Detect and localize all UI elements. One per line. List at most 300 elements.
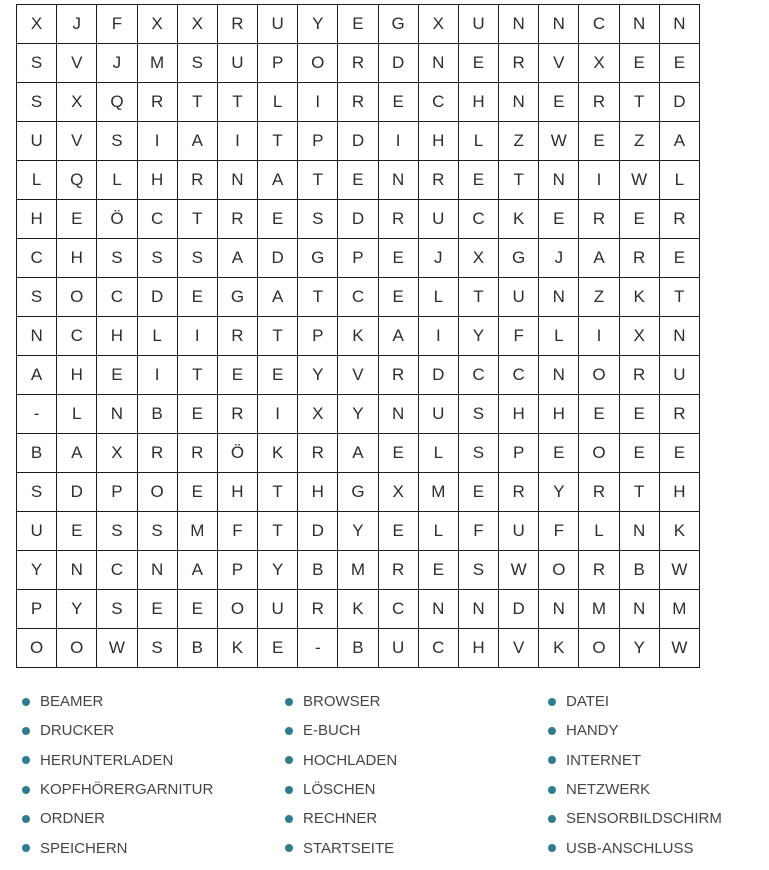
grid-cell[interactable]: R	[579, 83, 619, 122]
grid-cell[interactable]: E	[458, 473, 498, 512]
grid-cell[interactable]: O	[579, 356, 619, 395]
grid-cell[interactable]: F	[97, 5, 137, 44]
grid-cell[interactable]: E	[378, 239, 418, 278]
grid-cell[interactable]: X	[137, 5, 177, 44]
grid-cell[interactable]: F	[539, 512, 579, 551]
word-item	[22, 804, 285, 833]
grid-cell[interactable]: X	[177, 5, 217, 44]
grid-cell[interactable]: A	[338, 434, 378, 473]
grid-cell[interactable]: C	[499, 356, 539, 395]
grid-cell[interactable]: T	[177, 83, 217, 122]
grid-cell[interactable]: E	[619, 434, 659, 473]
grid-cell[interactable]: T	[217, 83, 257, 122]
grid-cell[interactable]: K	[539, 629, 579, 668]
grid-cell[interactable]: R	[298, 590, 338, 629]
grid-cell[interactable]: C	[97, 278, 137, 317]
grid-cell[interactable]: Ö	[97, 200, 137, 239]
grid-cell[interactable]: L	[258, 83, 298, 122]
grid-cell[interactable]: T	[177, 356, 217, 395]
grid-cell[interactable]: K	[619, 278, 659, 317]
grid-cell[interactable]: R	[579, 200, 619, 239]
grid-cell[interactable]: U	[659, 356, 699, 395]
grid-cell[interactable]: Y	[258, 551, 298, 590]
grid-cell[interactable]: J	[418, 239, 458, 278]
grid-cell[interactable]: H	[539, 395, 579, 434]
grid-cell[interactable]: P	[217, 551, 257, 590]
grid-cell[interactable]: R	[579, 551, 619, 590]
grid-cell[interactable]: N	[418, 44, 458, 83]
grid-cell[interactable]: B	[298, 551, 338, 590]
grid-cell[interactable]: C	[338, 278, 378, 317]
grid-cell[interactable]: W	[539, 122, 579, 161]
grid-cell[interactable]: M	[659, 590, 699, 629]
grid-cell[interactable]: F	[458, 512, 498, 551]
grid-cell[interactable]: G	[338, 473, 378, 512]
grid-cell[interactable]: R	[217, 200, 257, 239]
grid-cell[interactable]: F	[217, 512, 257, 551]
grid-cell[interactable]: E	[378, 278, 418, 317]
grid-cell[interactable]: C	[418, 83, 458, 122]
grid-cell[interactable]: V	[539, 44, 579, 83]
grid-cell[interactable]: T	[499, 161, 539, 200]
grid-cell[interactable]: T	[298, 161, 338, 200]
grid-cell[interactable]: H	[418, 122, 458, 161]
grid-cell[interactable]: P	[298, 122, 338, 161]
grid-cell[interactable]: B	[17, 434, 57, 473]
grid-cell[interactable]: S	[97, 239, 137, 278]
grid-cell[interactable]: D	[338, 122, 378, 161]
grid-cell[interactable]: A	[57, 434, 97, 473]
grid-cell[interactable]: Y	[298, 356, 338, 395]
grid-cell[interactable]: N	[458, 590, 498, 629]
grid-cell[interactable]: V	[57, 122, 97, 161]
grid-cell[interactable]: E	[258, 200, 298, 239]
grid-cell[interactable]: C	[378, 590, 418, 629]
grid-cell[interactable]: Ö	[217, 434, 257, 473]
grid-cell[interactable]: E	[659, 434, 699, 473]
grid-cell[interactable]: N	[659, 5, 699, 44]
grid-cell[interactable]: T	[659, 278, 699, 317]
grid-cell[interactable]: S	[97, 590, 137, 629]
grid-cell[interactable]: N	[539, 5, 579, 44]
grid-cell[interactable]: L	[539, 317, 579, 356]
word-item	[22, 716, 285, 745]
grid-cell[interactable]: E	[458, 44, 498, 83]
grid-cell[interactable]: E	[378, 434, 418, 473]
grid-cell[interactable]: T	[458, 278, 498, 317]
grid-cell[interactable]: S	[458, 434, 498, 473]
grid-cell[interactable]: S	[97, 512, 137, 551]
grid-cell[interactable]: N	[619, 590, 659, 629]
grid-cell[interactable]: P	[258, 44, 298, 83]
grid-cell[interactable]: N	[17, 317, 57, 356]
grid-cell[interactable]: E	[97, 356, 137, 395]
grid-cell[interactable]: L	[97, 161, 137, 200]
grid-cell[interactable]: N	[97, 395, 137, 434]
grid-cell[interactable]: C	[458, 356, 498, 395]
grid-cell[interactable]: B	[137, 395, 177, 434]
grid-cell[interactable]: X	[17, 5, 57, 44]
grid-cell[interactable]: E	[579, 122, 619, 161]
grid-cell[interactable]: T	[258, 473, 298, 512]
grid-cell[interactable]: R	[499, 473, 539, 512]
grid-cell[interactable]: N	[539, 356, 579, 395]
grid-cell[interactable]: P	[338, 239, 378, 278]
grid-cell[interactable]: T	[258, 122, 298, 161]
grid-cell[interactable]: P	[298, 317, 338, 356]
grid-cell[interactable]: R	[659, 200, 699, 239]
grid-cell[interactable]: J	[97, 44, 137, 83]
grid-cell[interactable]: Q	[97, 83, 137, 122]
grid-cell[interactable]: G	[499, 239, 539, 278]
grid-cell[interactable]: E	[57, 512, 97, 551]
grid-cell[interactable]: S	[17, 83, 57, 122]
grid-cell[interactable]: L	[418, 512, 458, 551]
grid-cell[interactable]: M	[418, 473, 458, 512]
grid-cell[interactable]: O	[17, 629, 57, 668]
grid-cell[interactable]: A	[258, 278, 298, 317]
grid-cell[interactable]: A	[659, 122, 699, 161]
grid-cell[interactable]: O	[217, 590, 257, 629]
grid-cell[interactable]: L	[137, 317, 177, 356]
grid-cell[interactable]: A	[177, 122, 217, 161]
grid-cell[interactable]: E	[659, 44, 699, 83]
grid-cell[interactable]: Z	[579, 278, 619, 317]
grid-cell[interactable]: R	[217, 5, 257, 44]
grid-cell[interactable]: N	[499, 83, 539, 122]
grid-cell[interactable]: A	[378, 317, 418, 356]
grid-cell[interactable]: T	[258, 317, 298, 356]
grid-cell[interactable]: O	[137, 473, 177, 512]
grid-cell[interactable]: W	[619, 161, 659, 200]
grid-cell[interactable]: W	[97, 629, 137, 668]
grid-cell[interactable]: K	[338, 317, 378, 356]
grid-cell[interactable]: O	[57, 278, 97, 317]
grid-cell[interactable]: -	[298, 629, 338, 668]
grid-cell[interactable]: X	[57, 83, 97, 122]
grid-cell[interactable]: Y	[338, 395, 378, 434]
grid-cell[interactable]: C	[17, 239, 57, 278]
grid-cell[interactable]: O	[298, 44, 338, 83]
grid-cell[interactable]: X	[97, 434, 137, 473]
grid-cell[interactable]: B	[338, 629, 378, 668]
grid-cell[interactable]: S	[97, 122, 137, 161]
grid-cell[interactable]: R	[137, 434, 177, 473]
grid-cell[interactable]: Y	[619, 629, 659, 668]
grid-cell[interactable]: N	[378, 161, 418, 200]
grid-cell[interactable]: K	[258, 434, 298, 473]
grid-cell[interactable]: R	[659, 395, 699, 434]
grid-cell[interactable]: E	[258, 356, 298, 395]
grid-cell[interactable]: W	[659, 629, 699, 668]
grid-cell[interactable]: H	[97, 317, 137, 356]
word-list	[0, 687, 769, 863]
grid-cell[interactable]: E	[539, 434, 579, 473]
grid-cell[interactable]: Y	[17, 551, 57, 590]
grid-cell[interactable]: D	[378, 44, 418, 83]
grid-cell[interactable]: Y	[57, 590, 97, 629]
grid-cell[interactable]: U	[378, 629, 418, 668]
grid-cell[interactable]: R	[499, 44, 539, 83]
grid-cell[interactable]: E	[539, 83, 579, 122]
word-label: SPEICHERN	[40, 839, 128, 857]
grid-cell[interactable]: M	[338, 551, 378, 590]
grid-cell[interactable]: D	[57, 473, 97, 512]
grid-cell[interactable]: O	[57, 629, 97, 668]
grid-cell[interactable]: N	[539, 590, 579, 629]
grid-cell[interactable]: D	[137, 278, 177, 317]
grid-cell[interactable]: V	[338, 356, 378, 395]
grid-cell[interactable]: L	[579, 512, 619, 551]
grid-cell[interactable]: S	[137, 239, 177, 278]
grid-cell[interactable]: E	[418, 551, 458, 590]
grid-cell[interactable]: I	[177, 317, 217, 356]
grid-cell[interactable]: E	[177, 395, 217, 434]
grid-cell[interactable]: N	[659, 317, 699, 356]
word-item	[285, 775, 548, 804]
grid-cell[interactable]: A	[217, 239, 257, 278]
grid-cell[interactable]: S	[298, 200, 338, 239]
grid-cell[interactable]: X	[298, 395, 338, 434]
grid-cell[interactable]: N	[539, 278, 579, 317]
grid-cell[interactable]: O	[579, 434, 619, 473]
grid-cell[interactable]: D	[659, 83, 699, 122]
grid-cell[interactable]: E	[258, 629, 298, 668]
grid-cell[interactable]: G	[378, 5, 418, 44]
grid-cell[interactable]: R	[217, 317, 257, 356]
grid-cell[interactable]: M	[177, 512, 217, 551]
grid-cell[interactable]: I	[137, 356, 177, 395]
grid-cell[interactable]: E	[579, 395, 619, 434]
grid-cell[interactable]: X	[458, 239, 498, 278]
grid-cell[interactable]: L	[17, 161, 57, 200]
grid-cell[interactable]: N	[619, 512, 659, 551]
grid-cell[interactable]: U	[499, 512, 539, 551]
grid-cell[interactable]: I	[258, 395, 298, 434]
grid-cell[interactable]: W	[659, 551, 699, 590]
grid-cell[interactable]: V	[499, 629, 539, 668]
grid-cell[interactable]: E	[378, 512, 418, 551]
word-item	[548, 746, 769, 775]
grid-cell[interactable]: E	[619, 44, 659, 83]
grid-cell[interactable]: E	[177, 278, 217, 317]
grid-cell[interactable]: Z	[499, 122, 539, 161]
grid-cell[interactable]: T	[298, 278, 338, 317]
grid-cell[interactable]: E	[619, 200, 659, 239]
grid-cell[interactable]: I	[137, 122, 177, 161]
grid-cell[interactable]: O	[579, 629, 619, 668]
grid-cell[interactable]: W	[499, 551, 539, 590]
grid-cell[interactable]: -	[17, 395, 57, 434]
grid-cell[interactable]: C	[418, 629, 458, 668]
grid-cell[interactable]: N	[619, 5, 659, 44]
grid-cell[interactable]: K	[338, 590, 378, 629]
grid-cell[interactable]: U	[499, 278, 539, 317]
grid-cell[interactable]: E	[217, 356, 257, 395]
grid-cell[interactable]: H	[57, 239, 97, 278]
grid-cell[interactable]: R	[579, 473, 619, 512]
grid-cell[interactable]: D	[338, 200, 378, 239]
grid-cell[interactable]: U	[258, 590, 298, 629]
grid-cell[interactable]: T	[619, 83, 659, 122]
grid-cell[interactable]: U	[217, 44, 257, 83]
grid-cell[interactable]: D	[258, 239, 298, 278]
grid-cell[interactable]: H	[458, 629, 498, 668]
grid-cell[interactable]: U	[17, 512, 57, 551]
grid-cell[interactable]: N	[539, 161, 579, 200]
grid-cell[interactable]: U	[258, 5, 298, 44]
grid-cell[interactable]: H	[57, 356, 97, 395]
grid-cell[interactable]: K	[499, 200, 539, 239]
grid-cell[interactable]: L	[57, 395, 97, 434]
grid-cell[interactable]: S	[17, 44, 57, 83]
grid-cell[interactable]: P	[97, 473, 137, 512]
grid-cell[interactable]: E	[458, 161, 498, 200]
grid-cell[interactable]: D	[499, 590, 539, 629]
grid-cell[interactable]: R	[338, 44, 378, 83]
grid-cell[interactable]: D	[418, 356, 458, 395]
grid-cell[interactable]: U	[458, 5, 498, 44]
grid-cell[interactable]: N	[499, 5, 539, 44]
grid-cell[interactable]: E	[177, 590, 217, 629]
grid-cell[interactable]: D	[298, 512, 338, 551]
grid-cell[interactable]: M	[579, 590, 619, 629]
grid-cell[interactable]: R	[378, 200, 418, 239]
grid-cell[interactable]: N	[217, 161, 257, 200]
grid-cell[interactable]: S	[137, 512, 177, 551]
grid-cell[interactable]: Y	[539, 473, 579, 512]
grid-cell[interactable]: M	[137, 44, 177, 83]
grid-cell[interactable]: E	[177, 473, 217, 512]
grid-cell[interactable]: E	[338, 5, 378, 44]
grid-cell[interactable]: Z	[619, 122, 659, 161]
grid-cell[interactable]: Y	[458, 317, 498, 356]
grid-cell[interactable]: S	[17, 278, 57, 317]
grid-cell[interactable]: R	[338, 83, 378, 122]
grid-cell[interactable]: B	[619, 551, 659, 590]
grid-cell[interactable]: R	[177, 434, 217, 473]
grid-cell[interactable]: A	[177, 551, 217, 590]
grid-cell[interactable]: A	[579, 239, 619, 278]
grid-cell[interactable]: L	[418, 278, 458, 317]
grid-cell[interactable]: L	[458, 122, 498, 161]
grid-cell[interactable]: H	[217, 473, 257, 512]
grid-cell[interactable]: I	[298, 83, 338, 122]
grid-cell[interactable]: O	[539, 551, 579, 590]
grid-cell[interactable]: U	[418, 395, 458, 434]
grid-cell[interactable]: I	[418, 317, 458, 356]
grid-cell[interactable]: V	[57, 44, 97, 83]
grid-cell[interactable]: A	[17, 356, 57, 395]
grid-cell[interactable]: P	[499, 434, 539, 473]
grid-cell[interactable]: G	[298, 239, 338, 278]
grid-cell[interactable]: N	[57, 551, 97, 590]
word-label: E-BUCH	[303, 722, 361, 740]
grid-cell[interactable]: G	[217, 278, 257, 317]
grid-cell[interactable]: S	[137, 629, 177, 668]
grid-cell[interactable]: N	[418, 590, 458, 629]
grid-cell[interactable]: X	[579, 44, 619, 83]
grid-cell[interactable]: R	[217, 395, 257, 434]
grid-cell[interactable]: R	[619, 356, 659, 395]
grid-cell[interactable]: R	[378, 551, 418, 590]
grid-cell[interactable]: R	[298, 434, 338, 473]
grid-cell[interactable]: E	[378, 83, 418, 122]
grid-cell[interactable]: C	[458, 200, 498, 239]
grid-cell[interactable]: X	[418, 5, 458, 44]
grid-cell[interactable]: U	[17, 122, 57, 161]
grid-cell[interactable]: I	[378, 122, 418, 161]
grid-cell[interactable]: I	[579, 317, 619, 356]
grid-cell[interactable]: E	[137, 590, 177, 629]
grid-cell[interactable]: J	[539, 239, 579, 278]
grid-cell[interactable]: N	[137, 551, 177, 590]
grid-cell[interactable]: N	[378, 395, 418, 434]
grid-cell[interactable]: Q	[57, 161, 97, 200]
grid-cell[interactable]: H	[458, 83, 498, 122]
grid-cell[interactable]: L	[418, 434, 458, 473]
grid-cell[interactable]: H	[17, 200, 57, 239]
grid-cell[interactable]: Y	[338, 512, 378, 551]
grid-cell[interactable]: B	[177, 629, 217, 668]
grid-cell[interactable]: S	[177, 44, 217, 83]
grid-cell[interactable]: E	[539, 200, 579, 239]
grid-cell[interactable]: F	[499, 317, 539, 356]
grid-cell[interactable]: R	[137, 83, 177, 122]
grid-cell[interactable]: H	[137, 161, 177, 200]
grid-cell[interactable]: A	[258, 161, 298, 200]
grid-cell[interactable]: R	[418, 161, 458, 200]
grid-cell[interactable]: K	[217, 629, 257, 668]
grid-cell[interactable]: I	[217, 122, 257, 161]
grid-cell[interactable]: S	[17, 473, 57, 512]
grid-cell[interactable]: T	[177, 200, 217, 239]
grid-cell[interactable]: R	[619, 239, 659, 278]
grid-cell[interactable]: S	[458, 551, 498, 590]
word-column	[285, 687, 548, 863]
grid-cell[interactable]: X	[378, 473, 418, 512]
grid-cell[interactable]: K	[659, 512, 699, 551]
grid-cell[interactable]: L	[659, 161, 699, 200]
word-item	[285, 804, 548, 833]
grid-cell[interactable]: S	[177, 239, 217, 278]
grid-cell[interactable]: X	[619, 317, 659, 356]
grid-cell[interactable]: P	[17, 590, 57, 629]
grid-cell[interactable]: E	[57, 200, 97, 239]
grid-cell[interactable]: E	[659, 239, 699, 278]
grid-cell[interactable]: H	[659, 473, 699, 512]
grid-cell[interactable]: E	[619, 395, 659, 434]
grid-cell[interactable]: H	[499, 395, 539, 434]
grid-cell[interactable]: R	[378, 356, 418, 395]
grid-row	[17, 122, 700, 161]
grid-cell[interactable]: E	[338, 161, 378, 200]
grid-cell[interactable]: C	[137, 200, 177, 239]
grid-row	[17, 629, 700, 668]
grid-cell[interactable]: Y	[298, 5, 338, 44]
grid-cell[interactable]: C	[97, 551, 137, 590]
grid-cell[interactable]: H	[298, 473, 338, 512]
grid-cell[interactable]: R	[177, 161, 217, 200]
grid-cell[interactable]: C	[57, 317, 97, 356]
grid-cell[interactable]: C	[579, 5, 619, 44]
grid-cell[interactable]: S	[458, 395, 498, 434]
grid-cell[interactable]: U	[418, 200, 458, 239]
grid-cell[interactable]: T	[258, 512, 298, 551]
grid-cell[interactable]: T	[619, 473, 659, 512]
grid-cell[interactable]: J	[57, 5, 97, 44]
grid-cell[interactable]: I	[579, 161, 619, 200]
